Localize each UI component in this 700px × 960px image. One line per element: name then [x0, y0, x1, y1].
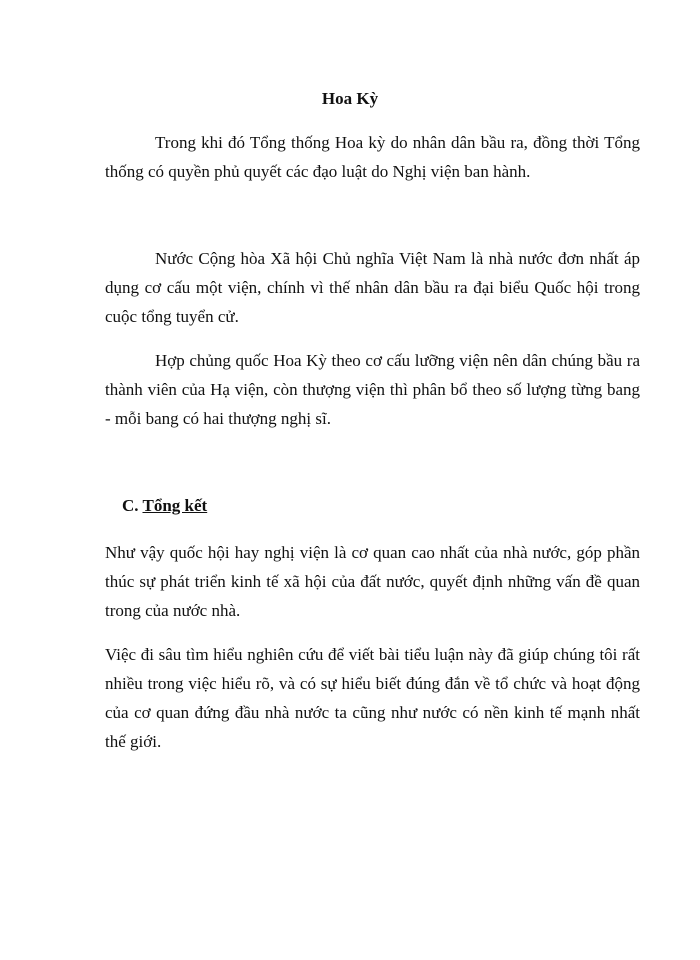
paragraph-vietnam-unicameral: Nước Cộng hòa Xã hội Chủ nghĩa Việt Nam là nhà nước đơn nhất áp dụng cơ cấu một viện, chính vì thế nhân dân bầu ra đại biểu Quốc hội trong cuộc tổng tuyển cử.	[105, 249, 640, 326]
section-heading-conclusion	[122, 494, 207, 518]
paragraph-us-bicameral: Hợp chủng quốc Hoa Kỳ theo cơ cấu lưỡng viện nên dân chúng bầu ra thành viên của Hạ viện, còn thượng viện thì phân bổ theo số lượng từng bang - mỗi bang có hai thượng nghị sĩ.	[105, 351, 640, 428]
section-heading-label: Tổng kết	[142, 496, 208, 515]
section-title-hoa-ky: Hoa Kỳ	[321, 89, 379, 108]
paragraph-us-president: Trong khi đó Tổng thống Hoa kỳ do nhân dân bầu ra, đồng thời Tổng thống có quyền phủ quyết các đạo luật do Nghị viện ban hành.	[105, 133, 640, 181]
paragraph-conclusion-2: Việc đi sâu tìm hiểu nghiên cứu để viết bài tiểu luận này đã giúp chúng tôi rất nhiều trong việc hiểu rõ, và có sự hiểu biết đúng đắn về tổ chức và hoạt động của cơ quan đứng đầu nhà nước ta cũng như nước có nền kinh tế mạnh nhất thế giới.	[105, 645, 640, 751]
section-marker: C.	[122, 496, 139, 515]
paragraph-conclusion-1: Như vậy quốc hội hay nghị viện là cơ quan cao nhất của nhà nước, góp phần thúc sự phát triển kinh tế xã hội của đất nước, quyết định những vấn đề quan trong của nước nhà.	[105, 543, 640, 620]
